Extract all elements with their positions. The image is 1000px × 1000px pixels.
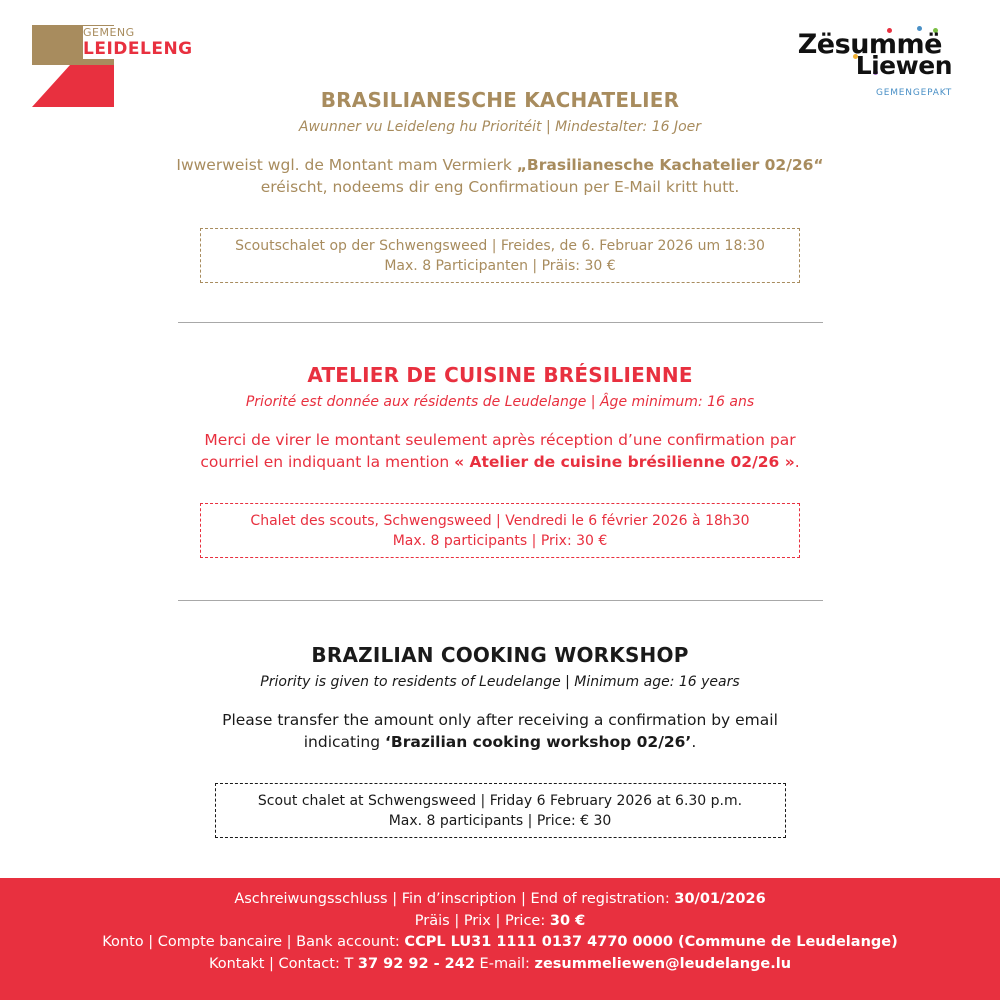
event-location-date: Scoutschalet op der Schwengsweed | Freides, de 6. Februar 2026 um 18:30 — [235, 238, 765, 254]
section-subtitle: Priorité est donnée aux résidents de Leudelange | Âge minimum: 16 ans — [245, 394, 755, 410]
logo-gemeng-text: GEMENG — [83, 26, 138, 39]
contact-label: Kontakt | Contact: T — [208, 955, 358, 972]
footer-contact-line — [0, 954, 1000, 976]
footer-registration-line — [0, 889, 1000, 911]
body-mention: „Brasilianesche Kachatelier 02/26“ — [516, 156, 824, 174]
event-details-box — [215, 783, 786, 838]
logo-leideleng-text: LEIDELENG — [83, 39, 196, 59]
logo-gemengepakt-text: GEMENGEPAKT — [875, 88, 952, 98]
body-text-end: eréischt, nodeems dir eng Confirmatioun per E-Mail kritt hutt. — [260, 178, 740, 196]
price-value: 30 € — [549, 912, 586, 929]
price-label: Präis | Prix | Price: — [414, 912, 550, 929]
section-body — [180, 429, 820, 473]
section-french — [0, 363, 1000, 558]
section-body — [170, 154, 830, 198]
body-text: Merci de virer le montant seulement après réception d’une confirmation par courriel en indiquant la mention — [200, 431, 796, 471]
event-participants-price: Max. 8 participants | Price: € 30 — [388, 813, 612, 829]
section-subtitle: Priority is given to residents of Leudelange | Minimum age: 16 years — [260, 674, 740, 690]
footer-price-line — [0, 911, 1000, 933]
account-value: CCPL LU31 1111 0137 4770 0000 (Commune de Leudelange) — [404, 934, 898, 950]
event-participants-price: Max. 8 participants | Prix: 30 € — [392, 533, 608, 549]
body-text-end: . — [794, 453, 800, 471]
section-luxembourgish — [0, 88, 1000, 283]
section-title: BRASILIANESCHE KACHATELIER — [320, 88, 680, 112]
registration-footer — [0, 878, 1000, 1000]
footer-account-line — [0, 932, 1000, 954]
section-english — [0, 643, 1000, 838]
account-label: Konto | Compte bancaire | Bank account: — [102, 934, 405, 950]
event-location-date: Scout chalet at Schwengsweed | Friday 6 February 2026 at 6.30 p.m. — [257, 793, 743, 809]
registration-label: Aschreiwungsschluss | Fin d’inscription | End of registration: — [234, 891, 675, 907]
logo-liewen-text: Liewen — [855, 51, 952, 80]
body-text: Please transfer the amount only after receiving a confirmation by email indicating — [222, 711, 778, 751]
event-details-box — [200, 503, 800, 558]
section-subtitle: Awunner vu Leideleng hu Prioritéit | Mindestalter: 16 Joer — [298, 119, 702, 135]
contact-email[interactable]: zesummeliewen@leudelange.lu — [534, 955, 792, 972]
email-label: E-mail: — [474, 955, 535, 972]
event-location-date: Chalet des scouts, Schwengsweed | Vendredi le 6 février 2026 à 18h30 — [250, 513, 750, 529]
registration-date: 30/01/2026 — [674, 891, 766, 907]
logo-gold-square — [32, 25, 72, 65]
section-title: BRAZILIAN COOKING WORKSHOP — [311, 643, 689, 667]
section-body — [200, 709, 800, 753]
logo-zesumme-text: Zësummë — [797, 29, 942, 60]
section-divider — [178, 322, 823, 323]
body-mention: ‘Brazilian cooking workshop 02/26’ — [385, 733, 692, 751]
body-text-end: . — [691, 733, 697, 751]
contact-phone[interactable]: 37 92 92 - 242 — [357, 955, 475, 972]
body-text: Iwwerweist wgl. de Montant mam Vermierk — [176, 156, 517, 174]
event-participants-price: Max. 8 Participanten | Präis: 30 € — [384, 258, 616, 274]
event-details-box — [200, 228, 800, 283]
section-title: ATELIER DE CUISINE BRÉSILIENNE — [307, 363, 693, 387]
body-mention: « Atelier de cuisine brésilienne 02/26 » — [454, 453, 795, 471]
section-divider — [178, 600, 823, 601]
